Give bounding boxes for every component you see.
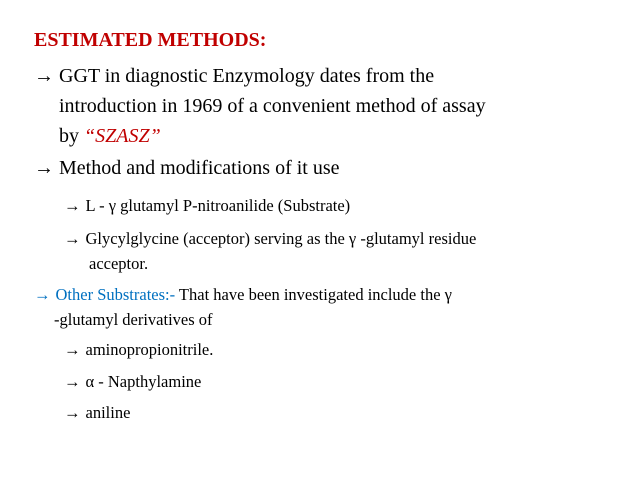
bullet-gdd-line1 [34,65,434,88]
arrow-bullet-icon: → [34,285,51,304]
list-item [64,403,130,423]
arrow-bullet-icon: → [64,403,81,422]
bullet-gdd-text-1: GGT in diagnostic Enzymology dates from the [59,65,435,87]
list-item [64,372,201,392]
other-substrates-label: Other Substrates:- [55,285,176,304]
list-item-text: aminopropionitrile. [85,340,214,359]
other-substrates-text-1: That have been investigated include the γ [175,285,452,304]
sub-bullet-acceptor-line2: acceptor. [89,254,149,273]
bullet-other-substrates [34,285,452,305]
arrow-bullet-icon: → [64,196,81,215]
arrow-bullet-icon: → [34,157,54,179]
list-item-text: aniline [85,403,131,422]
sub-bullet-substrate-text: L - γ glutamyl P-nitroanilide (Substrate) [85,196,351,215]
sub-bullet-substrate [64,196,350,216]
other-substrates-line2: -glutamyl derivatives of [54,310,213,329]
sub-bullet-acceptor-text-1: Glycylglycine (acceptor) serving as the γ -glutamyl residue [85,229,477,248]
list-item-text: α - Napthylamine [85,372,202,391]
arrow-bullet-icon: → [34,65,54,87]
bullet-gdd-by: by [59,125,84,147]
sub-bullet-acceptor-line1 [64,229,476,249]
arrow-bullet-icon: → [64,340,81,359]
slide-heading: ESTIMATED METHODS: [34,29,267,51]
bullet-gdd-line3 [59,125,161,148]
arrow-bullet-icon: → [64,229,81,248]
arrow-bullet-icon: → [64,372,81,391]
szasz-quote: “SZASZ” [84,125,161,147]
bullet-method-text: Method and modifications of it use [59,157,340,179]
list-item [64,340,213,360]
bullet-gdd-line2: introduction in 1969 of a convenient method of assay [59,95,486,117]
bullet-method [34,157,340,180]
